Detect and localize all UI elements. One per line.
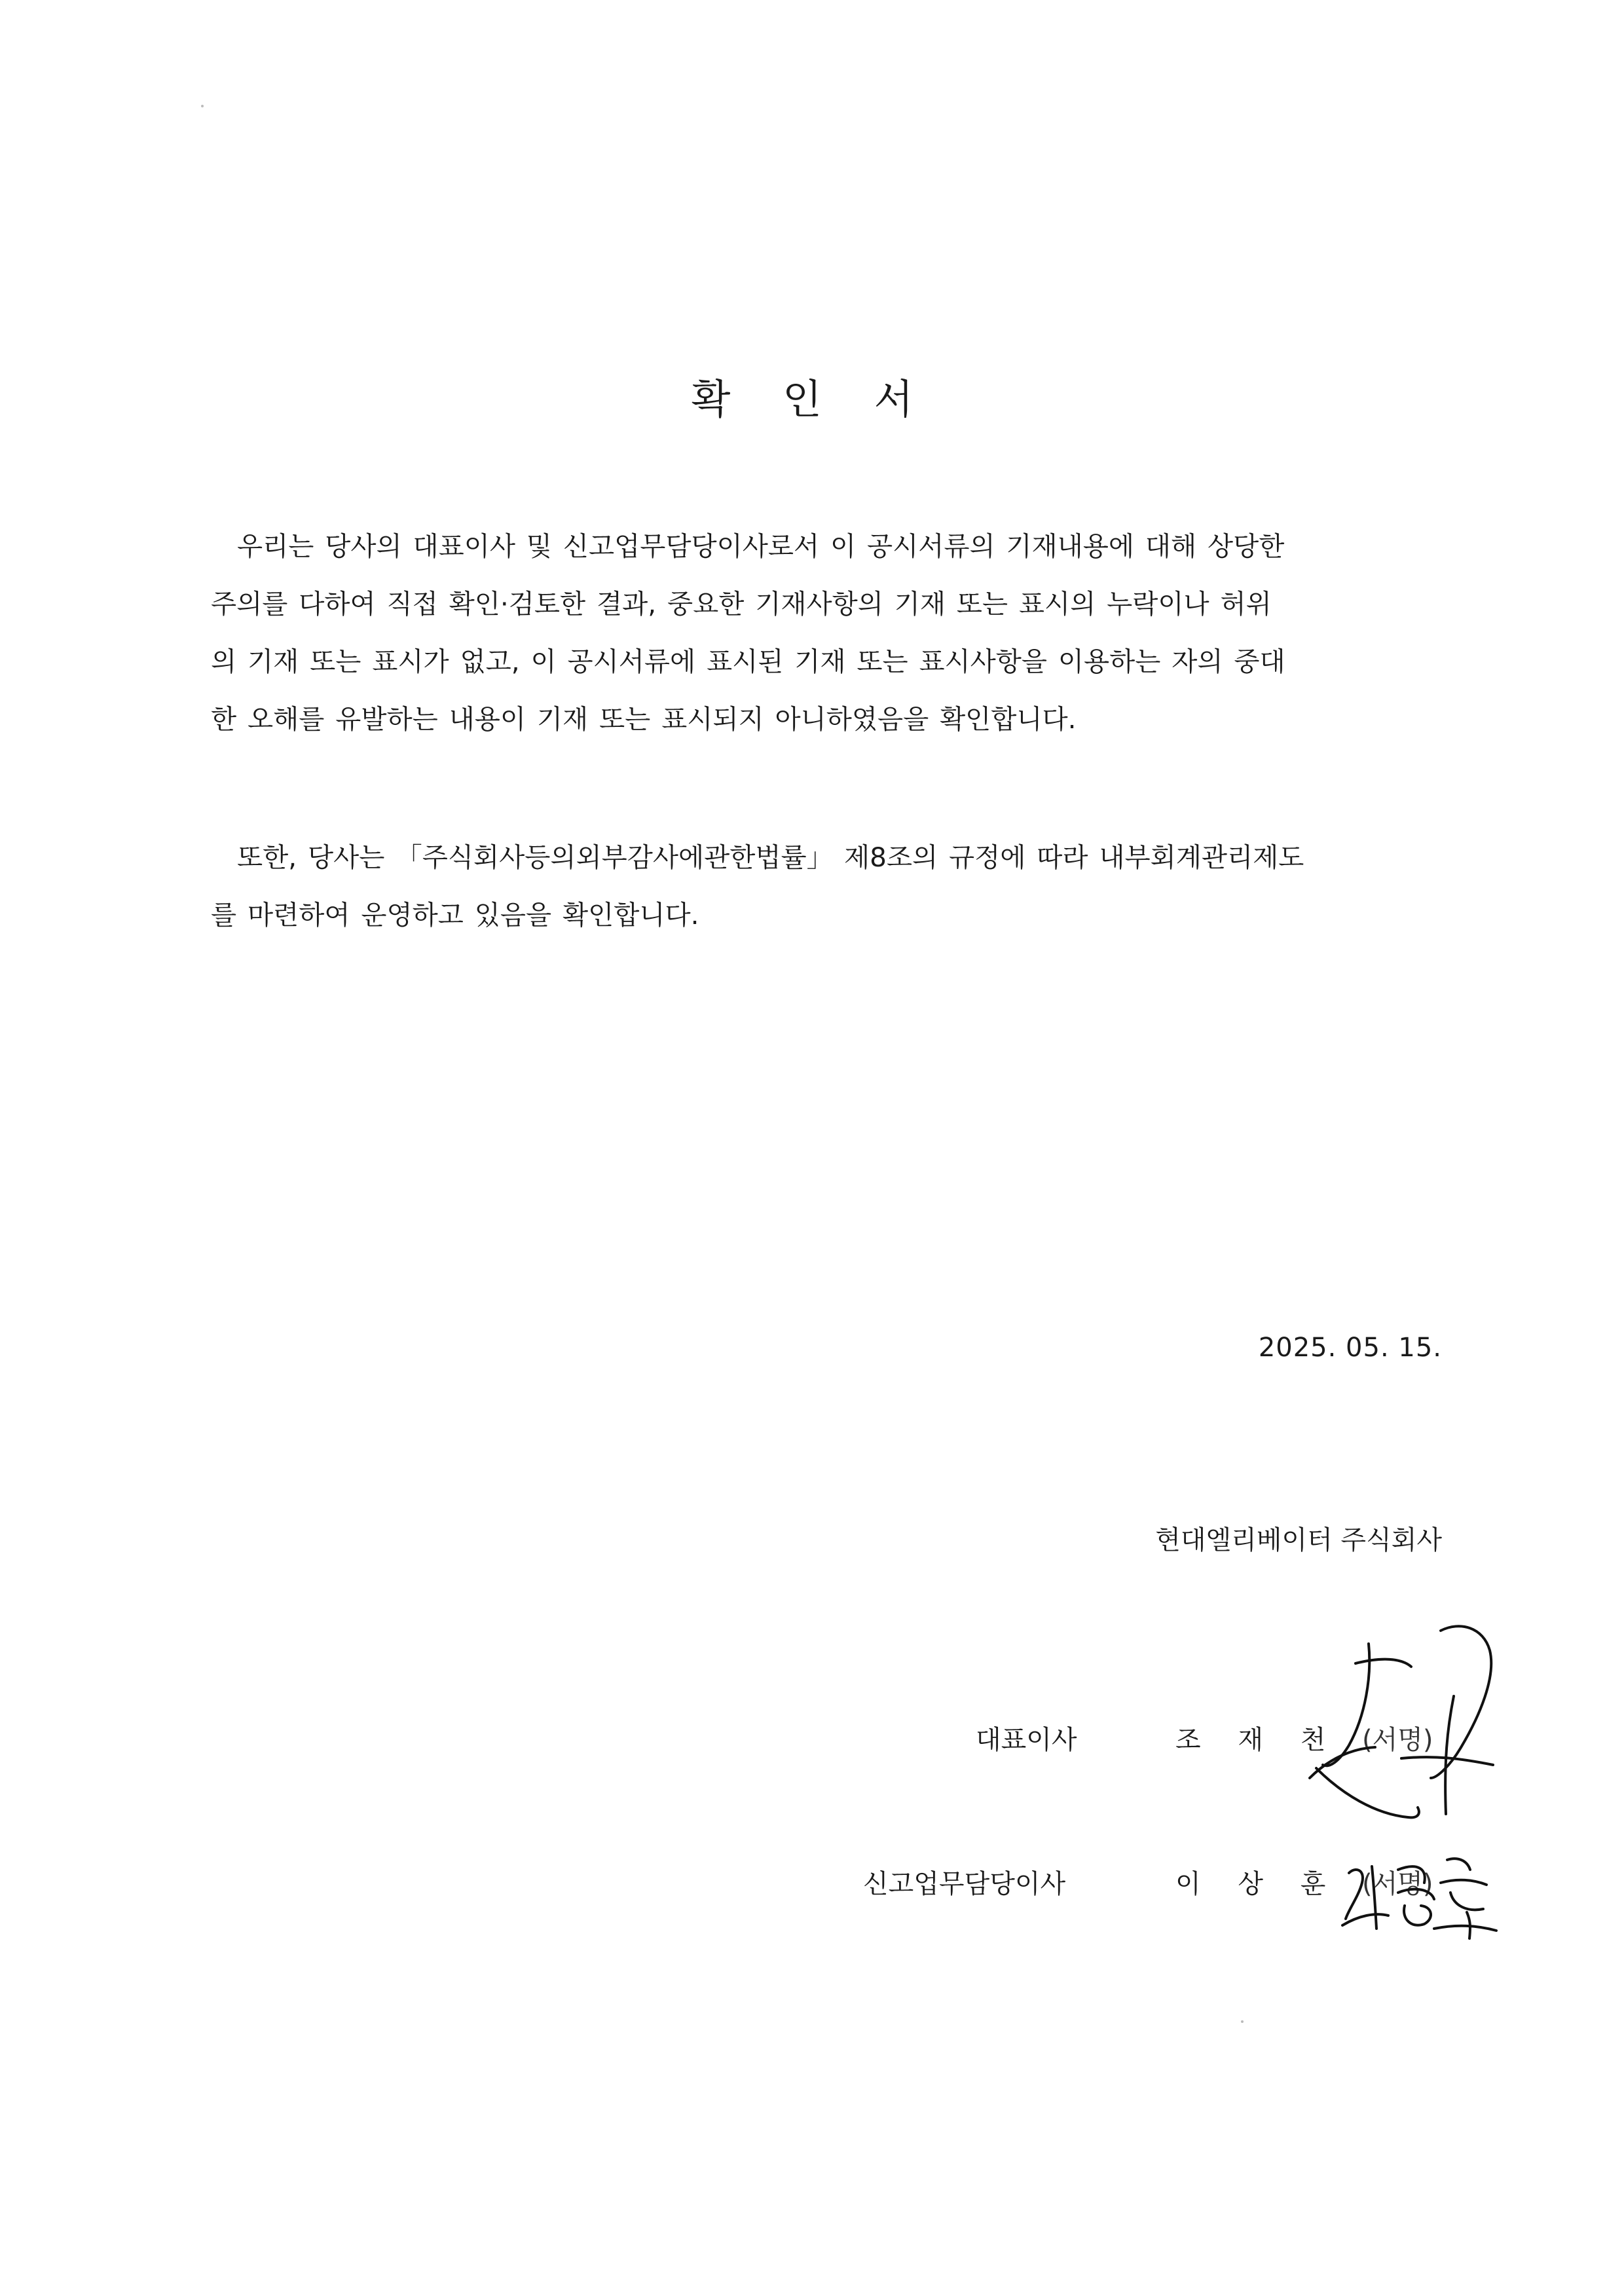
- signature-placeholder: (서명): [1362, 1869, 1433, 1899]
- paragraph-line: 또한, 당사는 「주식회사등의외부감사에관한법률」 제8조의 규정에 따라 내부회계관리제도: [237, 842, 1304, 873]
- signature-placeholder: (서명): [1362, 1725, 1433, 1755]
- signatory-name: 이 상 훈: [1175, 1869, 1340, 1899]
- signatory-role: 대표이사: [976, 1725, 1077, 1755]
- signatory-name: 조 재 천: [1175, 1725, 1340, 1755]
- signatory-row-ceo: [0, 1719, 1624, 1758]
- paragraph-line: 주의를 다하여 직접 확인·검토한 결과, 중요한 기재사항의 기재 또는 표시의 누락이나 허위: [211, 588, 1272, 620]
- paragraph-line: 한 오해를 유발하는 내용이 기재 또는 표시되지 아니하였음을 확인합니다.: [211, 703, 1077, 735]
- signatory-row-disclosure-officer: [0, 1863, 1624, 1902]
- document-date: 2025. 05. 15.: [1258, 1333, 1442, 1363]
- scan-speck: [201, 105, 204, 107]
- paragraph-line: 의 기재 또는 표시가 없고, 이 공시서류에 표시된 기재 또는 표시사항을 이용하는 자의 중대: [211, 646, 1285, 677]
- paragraph-line: 를 마련하여 운영하고 있음을 확인합니다.: [211, 899, 699, 931]
- paragraph-confirmation: [211, 517, 1442, 748]
- scan-speck: [1241, 2020, 1244, 2023]
- paragraph-line: 우리는 당사의 대표이사 및 신고업무담당이사로서 이 공시서류의 기재내용에 대해 상당한: [237, 530, 1285, 562]
- document-title: 확 인 서: [691, 375, 933, 423]
- signatory-role: 신고업무담당이사: [863, 1869, 1066, 1899]
- company-name: 현대엘리베이터 주식회사: [1155, 1525, 1442, 1555]
- paragraph-internal-control: [211, 828, 1442, 944]
